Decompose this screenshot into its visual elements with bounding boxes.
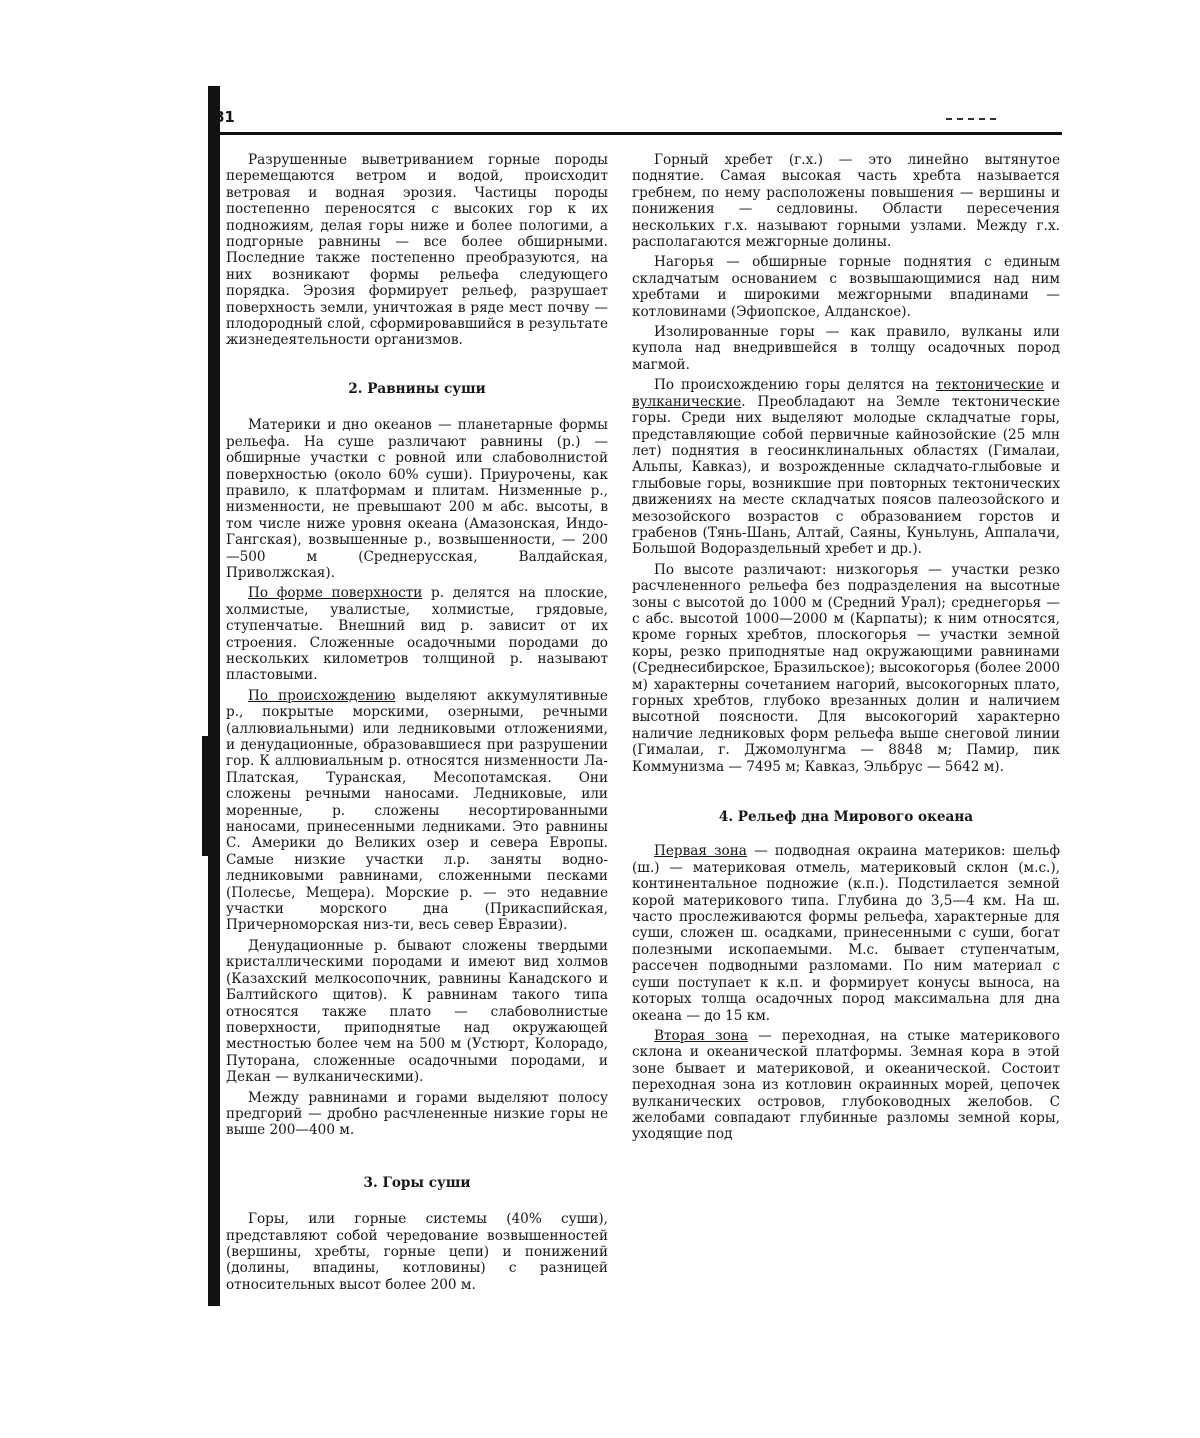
paragraph-mountain-ridge: Горный хребет (г.х.) — это линейно вытянутое поднятие. Самая высокая часть хребта называется гребнем, по нему расположены повышения — вершины и понижения — седловины. Области пересечения нескольких г.х. называют горными узлами. Между г.х. располагаются межгорные долины. <box>632 152 1060 251</box>
paragraph-plains-origin: По происхождению выделяют аккумулятивные р., покрытые морскими, озерными, речными (аллювиальными) или ледниковыми отложениями, и денудационные, образовавшиеся при разрушении гор. К аллювиальным р. относятся низменности Ла-Платская, Туранская, Месопотамская. Они сложены речными наносами. Ледниковые, или моренные, р. сложены несортированными наносами, принесенными ледниками. Это равнины С. Америки до Великих озер и севера Европы. Самые низкие участки л.р. заняты водно-ледниковыми равнинами, сложенными песками (Полесье, Мещера). Морские р. — это недавние участки морского дна (Прикаспийская, Причерноморская низ-ти, весь север Евразии). <box>226 687 608 934</box>
section-heading-ocean-floor: 4. Рельеф дна Мирового океана <box>718 809 974 826</box>
paragraph-first-zone: Первая зона — подводная окраина материков: шельф (ш.) — материковая отмель, материковый склон (м.с.), континентальное подножие (к.п.). Подстилается земной корой материкового типа. Глубина до 3,5—4 км. На ш. часто прослеживаются формы рельефа, характерные для суши, сложен ш. осадками, принесенными с суши, богат полезными ископаемыми. М.с. бывает ступенчатым, рассечен подводными разломами. По ним материал с суши поступает к к.п. и формирует конусы выноса, на которых толща осадочных пород максимальна для дна океана — до 15 км. <box>632 843 1060 1024</box>
header-rule <box>218 132 1062 135</box>
paragraph-erosion: Разрушенные выветриванием горные породы перемещаются ветром и водой, происходит ветровая и водная эрозия. Частицы породы постепенно переносятся с высоких гор к их подножиям, делая горы ниже и более пологими, а подгорные равнины — все более обширными. Последние также постепенно преобразуются, на них возникают формы рельефа следующего порядка. Эрозия формирует рельеф, разрушает поверхность земли, уничтожая в ряде мест почву — плодородный слой, сформировавшийся в результате жизнедеятельности организмов. <box>226 152 608 349</box>
paragraph-plains-intro: Материки и дно океанов — планетарные формы рельефа. На суше различают равнины (р.) — обширные участки с ровной или слабоволнистой поверхностью (около 60% суши). Приурочены, как правило, к платформам и плитам. Низменные р., низменности, не превышают 200 м абс. высоты, в том числе ниже уровня океана (Амазонская, Индо-Гангская), возвышенные р., возвышенности, — 200—500 м (Среднерусская, Валдайская, Приволжская). <box>226 417 608 581</box>
section-heading-mountains: 3. Горы суши <box>363 1174 471 1191</box>
paragraph-mountains-intro: Горы, или горные системы (40% суши), представляют собой чередование возвышенностей (вершины, хребты, горные цепи) и понижений (долины, впадины, котловины) с разницей относительных высот более 200 м. <box>226 1211 608 1293</box>
page-number: 81 <box>214 108 235 126</box>
paragraph-denudation-plains: Денудационные р. бывают сложены твердыми кристаллическими породами и имеют вид холмов (Казахский мелкосопочник, равнины Канадского и Балтийского щитов). К равнинам такого типа относятся также плато — слабоволнистые поверхности, приподнятые над окружающей местностью более чем на 500 м (Устюрт, Колорадо, Путорана, сложенные осадочными породами, и Декан — вулканическими). <box>226 937 608 1086</box>
left-column <box>226 152 608 1297</box>
underlined-term: По происхождению <box>248 687 396 704</box>
right-column <box>632 152 1060 1147</box>
paragraph-plains-form: По форме поверхности р. делятся на плоские, холмистые, увалистые, холмистые, грядовые, ступенчатые. Внешний вид р. зависит от их строения. Сложенные осадочными породами до нескольких километров толщиной р. называют пластовыми. <box>226 585 608 684</box>
underlined-term: Первая зона <box>654 843 747 860</box>
underlined-term: вулканические <box>632 393 742 410</box>
paragraph-mountain-height: По высоте различают: низкогорья — участки резко расчлененного рельефа без подразделения на высотные зоны с высотой до 1000 м (Средний Урал); среднегорья — с абс. высотой 1000—2000 м (Карпаты); к ним относятся, кроме горных хребтов, плоскогорья — участки земной коры, резко приподнятые над окружающими равнинами (Среднесибирское, Бразильское); высокогорья (более 2000 м) характерны сочетанием нагорий, высокогорных плато, горных хребтов, глубоко врезанных долин и наличием высотной поясности. Для высокогорий характерно наличие ледниковых форм рельефа выше снеговой линии (Гималаи, г. Джомолунгма — 8848 м; Памир, пик Коммунизма — 7495 м; Кавказ, Эльбрус — 5642 м). <box>632 561 1060 775</box>
paragraph-mountain-origin: По происхождению горы делятся на тектонические и вулканические. Преобладают на Земле тектонические горы. Среди них выделяют молодые складчатые горы, представляющие собой первичные кайнозойские (25 млн лет) поднятия в геосинклинальных областях (Гималаи, Альпы, Кавказ), и возрожденные складчато-глыбовые и глыбовые горы, возникшие при повторных тектонических движениях на месте складчатых поясов палеозойского и мезозойского возрастов с образованием горстов и грабенов (Тянь-Шань, Алтай, Саяны, Куньлунь, Аппалачи, Большой Водораздельный хребет и др.). <box>632 377 1060 558</box>
underlined-term: По форме поверхности <box>248 585 423 602</box>
underlined-term: тектонические <box>935 377 1044 394</box>
scan-binding-edge <box>208 86 220 1306</box>
paragraph-isolated-mountains: Изолированные горы — как правило, вулканы или купола над внедрившейся в толщу осадочных пород магмой. <box>632 324 1060 373</box>
header-marks <box>946 118 996 120</box>
paragraph-highlands: Нагорья — обширные горные поднятия с единым складчатым основанием с возвышающимися над ним хребтами и широкими межгорными впадинами — котловинами (Эфиопское, Алданское). <box>632 254 1060 320</box>
section-heading-plains: 2. Равнины суши <box>348 380 486 397</box>
underlined-term: Вторая зона <box>654 1027 748 1044</box>
paragraph-second-zone: Вторая зона — переходная, на стыке материкового склона и океанической платформы. Земная кора в этой зоне бывает и материковой, и океанической. Состоит переходная зона из котловин окраинных морей, цепочек вулканических островов, глубоководных желобов. С желобами совпадают глубинные разломы земной коры, уходящие под <box>632 1027 1060 1143</box>
paragraph-foothills: Между равнинами и горами выделяют полосу предгорий — дробно расчлененные низкие горы не выше 200—400 м. <box>226 1089 608 1139</box>
